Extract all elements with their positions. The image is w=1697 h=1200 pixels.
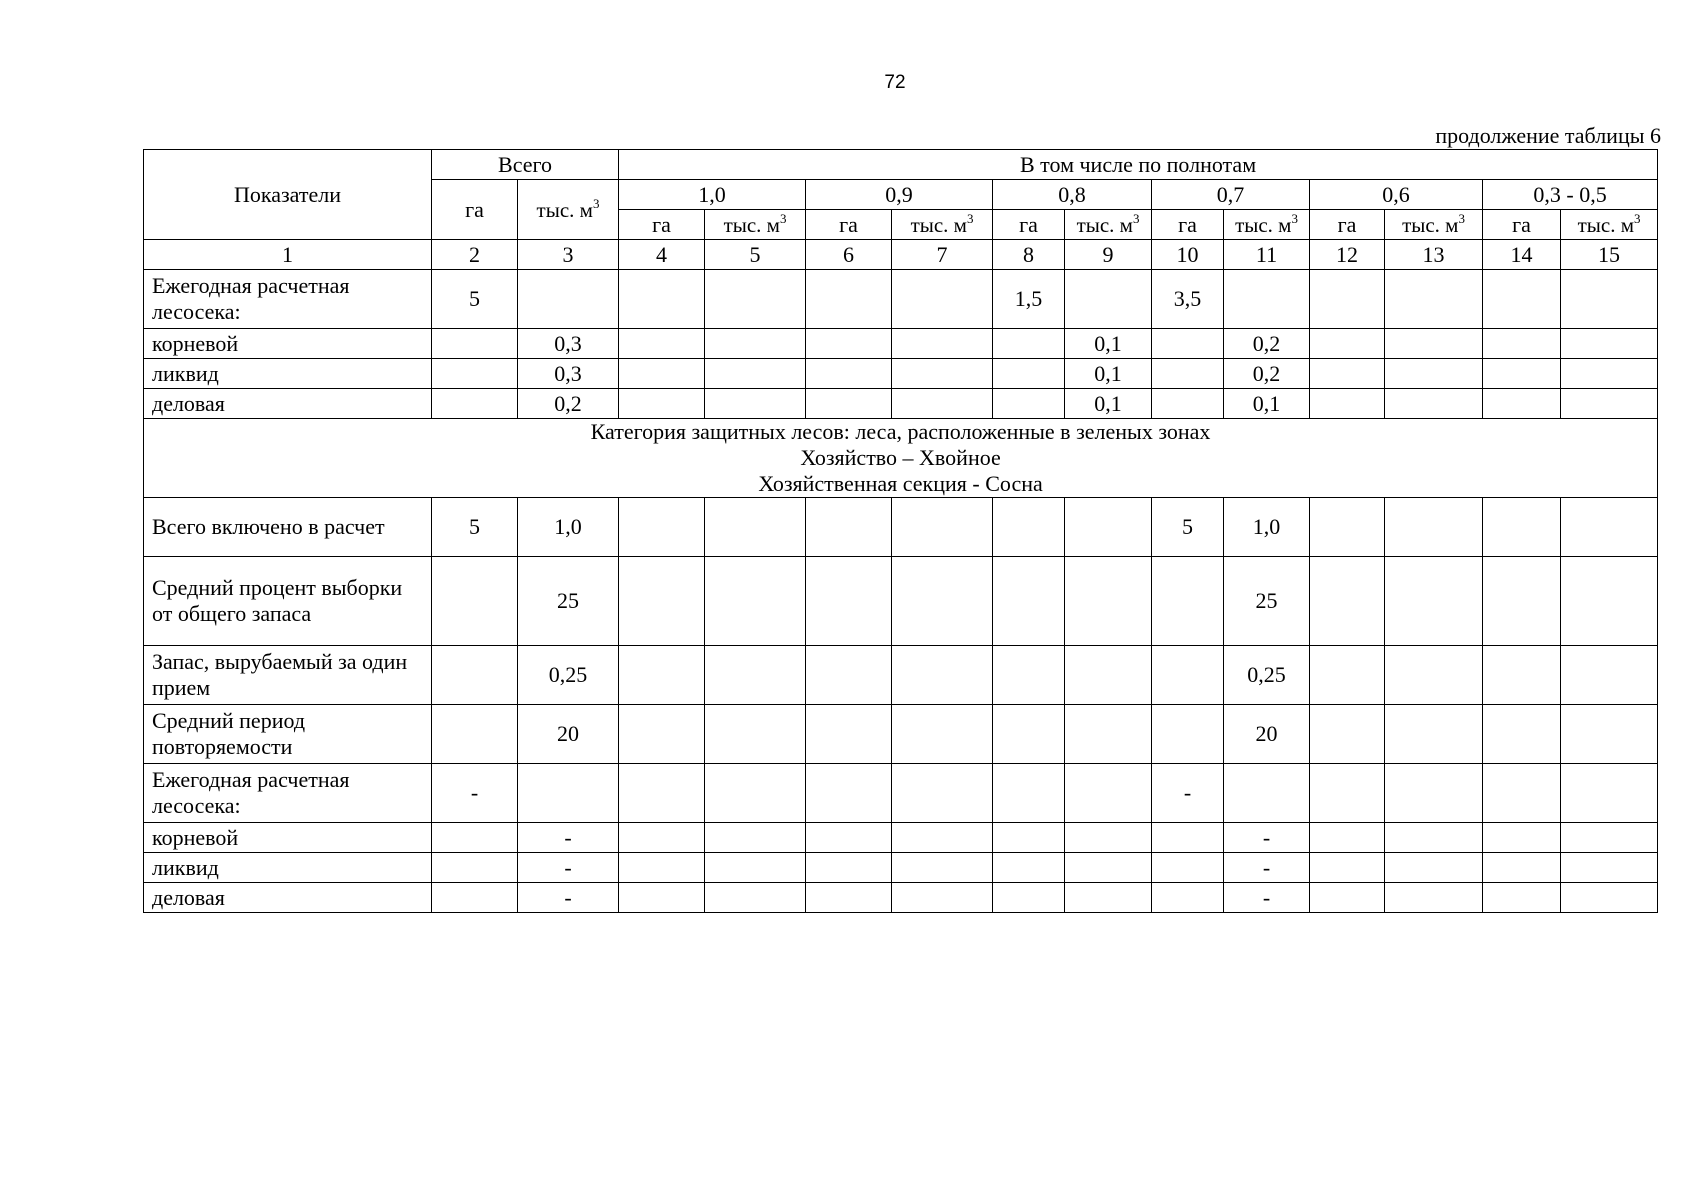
table-cell [1152,883,1224,913]
table-cell [1310,883,1385,913]
table-cell [806,270,892,329]
table-cell [705,823,806,853]
table-cell: - [1152,764,1224,823]
row-label: Запас, вырубаемый за один прием [144,646,432,705]
table-cell [1483,705,1561,764]
table-cell: 0,25 [518,646,619,705]
table-cell [518,270,619,329]
table-cell [993,389,1065,419]
table-cell [892,764,993,823]
row-label: Всего включено в расчет [144,498,432,557]
table-cell [432,557,518,646]
header-density-4: 0,7 [1152,180,1310,210]
table-cell [993,764,1065,823]
table-cell [619,646,705,705]
table-cell [1310,557,1385,646]
column-number: 11 [1224,240,1310,270]
table-cell [1310,853,1385,883]
table-cell [993,853,1065,883]
header-density-6: 0,3 - 0,5 [1483,180,1658,210]
table-cell [432,329,518,359]
section-category: Категория защитных лесов: леса, расположенные в зеленых зонах [590,419,1211,444]
table-cell [1065,646,1152,705]
row-label: деловая [144,883,432,913]
row-label: Средний период повторяемости [144,705,432,764]
table-cell [1483,853,1561,883]
table-row [144,498,1658,557]
row-label: ликвид [144,853,432,883]
header-unit-ha: га [993,210,1065,240]
table-cell [993,498,1065,557]
section-header-row [144,419,1658,498]
column-number: 14 [1483,240,1561,270]
table-cell [1065,823,1152,853]
table-cell [1310,705,1385,764]
table-cell [1152,646,1224,705]
table-cell [892,883,993,913]
table-cell [1152,389,1224,419]
section-header [144,419,1658,498]
table-cell [1385,823,1483,853]
page-number: 72 [884,72,906,93]
table-cell [1385,270,1483,329]
header-unit-ha: га [619,210,705,240]
table-cell [619,557,705,646]
table-cell: 0,25 [1224,646,1310,705]
header-unit-volume: тыс. $м^3$ [892,210,993,240]
column-number: 3 [518,240,619,270]
table-cell [1152,853,1224,883]
table-cell [1065,883,1152,913]
table-cell: 20 [518,705,619,764]
table-cell [1152,557,1224,646]
table-cell [1561,389,1658,419]
table-cell [1065,498,1152,557]
table-cell [1385,705,1483,764]
table-cell: 0,1 [1065,359,1152,389]
table-cell [1385,646,1483,705]
table-cell [1310,389,1385,419]
table-cell [1483,557,1561,646]
table-cell [1561,270,1658,329]
table-cell [705,883,806,913]
table-row [144,557,1658,646]
header-total-ha: га [432,180,518,240]
table-cell: 0,2 [1224,329,1310,359]
table-cell [892,853,993,883]
table-row [144,389,1658,419]
table-cell [705,705,806,764]
header-density-5: 0,6 [1310,180,1483,210]
table-cell [432,823,518,853]
table-cell: 0,2 [1224,359,1310,389]
table-cell [1152,359,1224,389]
table-cell: 1,0 [518,498,619,557]
table-cell [1483,883,1561,913]
column-number: 7 [892,240,993,270]
table-cell [619,359,705,389]
row-label: корневой [144,329,432,359]
column-numbers-row [144,240,1658,270]
row-label: Ежегодная расчетная лесосека: [144,764,432,823]
table-cell [1483,359,1561,389]
table-row [144,270,1658,329]
table-cell [806,389,892,419]
table-cell: 5 [432,270,518,329]
table-cell [806,557,892,646]
forest-data-table [143,149,1658,913]
table-cell [1483,329,1561,359]
table-cell [1561,359,1658,389]
row-label: ликвид [144,359,432,389]
header-density-1: 1,0 [619,180,806,210]
table-cell: 0,3 [518,329,619,359]
table-cell [1385,329,1483,359]
table-cell [432,705,518,764]
row-label: деловая [144,389,432,419]
header-unit-volume: тыс. $м^3$ [1224,210,1310,240]
table-cell [1065,705,1152,764]
table-cell: 25 [518,557,619,646]
table-cell [993,705,1065,764]
table-cell [1561,498,1658,557]
table-cell [1310,823,1385,853]
table-row [144,329,1658,359]
table-cell [705,389,806,419]
table-cell [1224,270,1310,329]
table-cell [432,389,518,419]
table-cell [993,646,1065,705]
table-cell: 5 [432,498,518,557]
table-cell [993,557,1065,646]
table-cell [892,823,993,853]
table-cell [1561,883,1658,913]
table-cell: 0,2 [518,389,619,419]
table-cell [705,359,806,389]
header-total: Всего [432,150,619,180]
table-cell: 5 [1152,498,1224,557]
table-cell [806,498,892,557]
table-cell [993,359,1065,389]
column-number: 8 [993,240,1065,270]
table-cell [432,646,518,705]
table-cell [993,329,1065,359]
table-cell [892,557,993,646]
row-label: Средний процент выборки от общего запаса [144,557,432,646]
table-cell [1385,498,1483,557]
table-cell [1483,270,1561,329]
table-cell [1385,557,1483,646]
table-cell [432,883,518,913]
table-cell [619,883,705,913]
table-cell [1310,646,1385,705]
column-number: 13 [1385,240,1483,270]
section-economy: Хозяйство – Хвойное [800,445,1001,470]
table-cell [1152,823,1224,853]
table-cell [892,270,993,329]
table-cell [619,498,705,557]
column-number: 4 [619,240,705,270]
table-cell [806,883,892,913]
column-number: 1 [144,240,432,270]
table-cell: 20 [1224,705,1310,764]
table-cell [1561,557,1658,646]
header-unit-volume: тыс. $м^3$ [1385,210,1483,240]
table-cell [1385,853,1483,883]
table-cell [806,823,892,853]
header-density-3: 0,8 [993,180,1152,210]
table-cell [1310,270,1385,329]
header-unit-ha: га [806,210,892,240]
column-number: 2 [432,240,518,270]
table-row [144,359,1658,389]
column-number: 15 [1561,240,1658,270]
table-row [144,646,1658,705]
table-cell [993,823,1065,853]
column-number: 10 [1152,240,1224,270]
table-continuation-note: продолжение таблицы 6 [1435,123,1661,148]
table-cell [1561,646,1658,705]
table-row [144,883,1658,913]
table-cell [705,764,806,823]
table-cell: - [518,823,619,853]
column-number: 9 [1065,240,1152,270]
table-row [144,823,1658,853]
table-cell [1065,764,1152,823]
column-number: 12 [1310,240,1385,270]
table-cell: - [518,853,619,883]
table-cell [1483,389,1561,419]
table-cell: 3,5 [1152,270,1224,329]
table-cell: - [1224,853,1310,883]
table-row [144,764,1658,823]
header-total-volume: тыс. $м^3$ [518,180,619,240]
table-row [144,853,1658,883]
table-cell [619,764,705,823]
table-cell [806,646,892,705]
row-label: корневой [144,823,432,853]
table-cell: - [1224,823,1310,853]
table-cell: - [518,883,619,913]
header-unit-volume: тыс. $м^3$ [1065,210,1152,240]
header-unit-ha: га [1152,210,1224,240]
table-cell [619,705,705,764]
table-cell [1483,823,1561,853]
table-cell [705,646,806,705]
table-cell [1310,359,1385,389]
table-cell [892,389,993,419]
table-cell [1561,823,1658,853]
table-cell: 25 [1224,557,1310,646]
header-unit-volume: тыс. $м^3$ [705,210,806,240]
table-cell: 0,1 [1065,329,1152,359]
table-cell: - [432,764,518,823]
table-cell [806,329,892,359]
table-cell [1483,764,1561,823]
table-cell: 0,1 [1065,389,1152,419]
table-cell [892,329,993,359]
table-cell [806,705,892,764]
table-cell [892,646,993,705]
table-cell [619,329,705,359]
table-cell [705,329,806,359]
table-cell [806,853,892,883]
table-cell [892,498,993,557]
table-cell [1483,646,1561,705]
table-cell [1561,329,1658,359]
table-cell [1152,705,1224,764]
header-density-2: 0,9 [806,180,993,210]
table-cell: 1,5 [993,270,1065,329]
column-number: 6 [806,240,892,270]
table-cell [1065,557,1152,646]
table-cell [1385,764,1483,823]
row-label: Ежегодная расчетная лесосека: [144,270,432,329]
table-cell [1385,389,1483,419]
table-cell [806,359,892,389]
header-row-1 [144,150,1658,180]
table-cell [705,557,806,646]
header-indicator: Показатели [144,150,432,240]
table-cell: 0,1 [1224,389,1310,419]
header-including: В том числе по полнотам [619,150,1658,180]
table-cell [432,853,518,883]
table-cell [1561,853,1658,883]
table-cell [1152,329,1224,359]
section-economic-section: Хозяйственная секция - Сосна [758,471,1043,496]
table-cell: - [1224,883,1310,913]
table-cell [619,853,705,883]
header-unit-ha: га [1310,210,1385,240]
table-cell [705,270,806,329]
table-cell [705,853,806,883]
table-cell [1385,359,1483,389]
table-cell [1561,705,1658,764]
table-cell [806,764,892,823]
header-unit-volume: тыс. $м^3$ [1561,210,1658,240]
table-cell [1065,853,1152,883]
table-cell [993,883,1065,913]
column-number: 5 [705,240,806,270]
table-cell [1224,764,1310,823]
table-cell: 1,0 [1224,498,1310,557]
table-cell [619,270,705,329]
table-cell [619,389,705,419]
table-cell [1385,883,1483,913]
table-cell [892,705,993,764]
table-cell [705,498,806,557]
table-row [144,705,1658,764]
table-cell [1310,329,1385,359]
table-cell: 0,3 [518,359,619,389]
table-cell [432,359,518,389]
table-cell [1483,498,1561,557]
table-cell [518,764,619,823]
table-cell [1310,498,1385,557]
table-cell [892,359,993,389]
table-cell [1561,764,1658,823]
table-cell [619,823,705,853]
header-unit-ha: га [1483,210,1561,240]
table-cell [1065,270,1152,329]
table-cell [1310,764,1385,823]
